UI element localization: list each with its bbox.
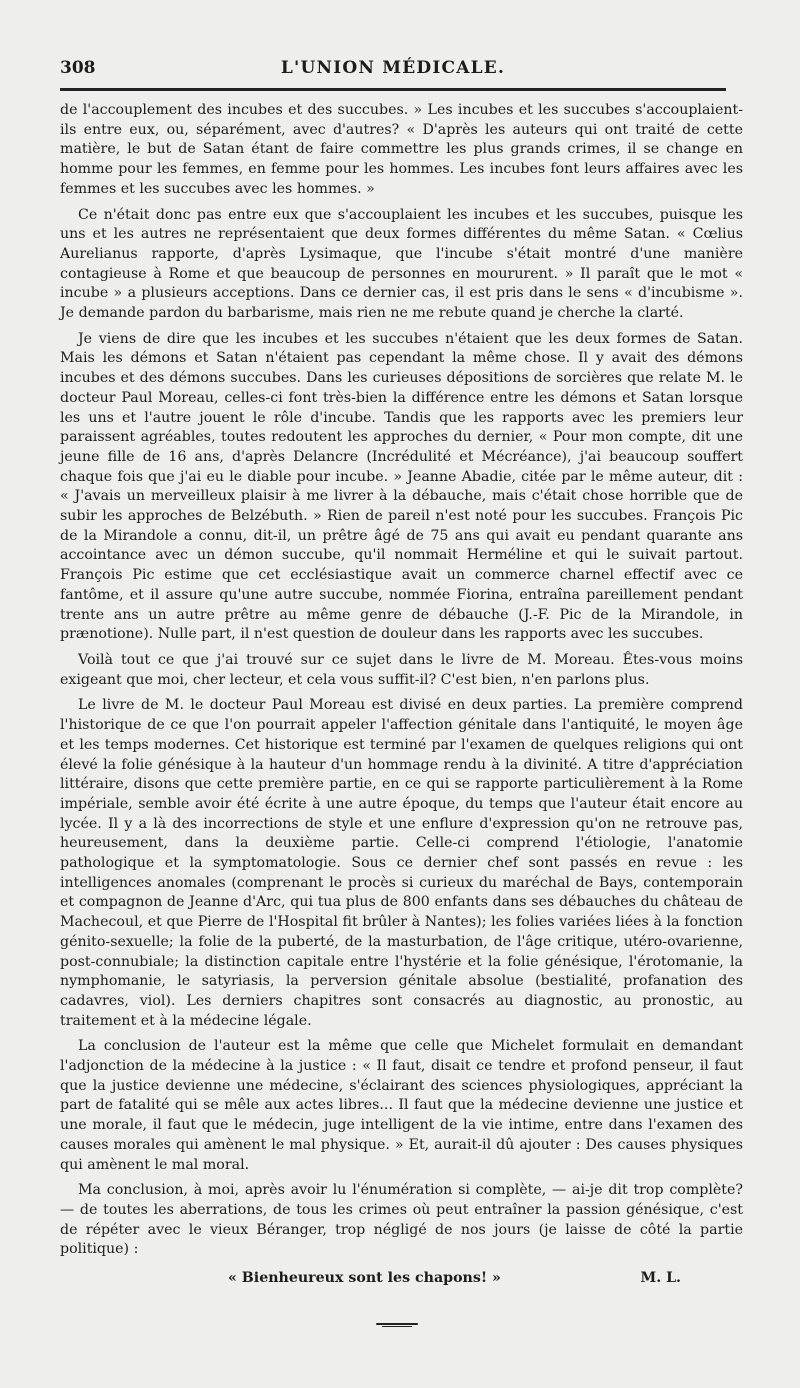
author-signature: M. L.: [640, 1270, 681, 1287]
paragraph-2: Ce n'était donc pas entre eux que s'accouplaient les incubes et les succubes, puisque les uns et les autres ne représentaient que deux formes différentes du même Satan. « Cœlius Aurelianus rapporte, d'après Lysimaque, que l'incube s'était montré d'une manière contagieuse à Rome et que beaucoup de personnes en moururent. » Il paraît que le mot « incube » a plusieurs acceptions. Dans ce dernier cas, il est pris dans le sens « d'incubisme ». Je demande pardon du barbarisme, mais rien ne me rebute quand je cherche la clarté.: [60, 206, 743, 322]
closing-quote: « Bienheureux sont les chapons! »: [228, 1270, 501, 1287]
paragraph-6: La conclusion de l'auteur est la même que celle que Michelet formulait en demandant l'adjonction de la médecine à la justice : « Il faut, disait ce tendre et profond penseur, il faut que la justice devienne une médecine, s'éclairant des sciences physiologiques, appréciant la part de fatalité qui se mêle aux actes libres... Il faut que la médecine devienne une justice et une morale, il faut que le médecin, juge intelligent de la vie intime, entre dans l'examen des causes morales qui amènent le mal physique. » Et, aurait-il dû ajouter : Des causes physiques qui amènent le mal moral.: [60, 1038, 743, 1173]
paragraph-5: Le livre de M. le docteur Paul Moreau est divisé en deux parties. La première comprend l'historique de ce que l'on pourrait appeler l'affection génitale dans l'antiquité, le moyen âge et les temps modernes. Cet historique est terminé par l'examen de quelques religions qui ont élevé la folie génésique à la hauteur d'un hommage rendu à la divinité. A titre d'appréciation littéraire, disons que cette première partie, en ce qui se rapporte particulièrement à la Rome impériale, semble avoir été écrite à une autre époque, du temps que l'auteur était encore au lycée. Il y a là des incorrections de style et une enflure d'expression qu'on ne retrouve pas, heureusement, dans la deuxième partie. Celle-ci comprend l'étiologie, l'anatomie pathologique et la symptomatologie. Sous ce dernier chef sont passés en revue : les intelligences anomales (comprenant le procès si curieux du maréchal de Bays, contemporain et compagnon de Jeanne d'Arc, qui tua plus de 800 enfants dans ses débauches du château de Machecoul, et que Pierre de l'Hospital fit brûler à Nantes); les folies variées liées à la fonction génito-sexuelle; la folie de la puberté, de la masturbation, de l'âge critique, utéro-ovarienne, post-connubiale; la distinction capitale entre l'hystérie et la folie génésique, l'érotomanie, la nymphomanie, le satyriasis, la perversion génitale absolue (bestialité, profanation des cadavres, viol). Les derniers chapitres sont consacrés au diagnostic, au pronostic, au traitement et à la médecine légale.: [60, 697, 743, 1029]
article-body: [60, 101, 743, 1296]
header-rule: [60, 88, 726, 91]
paragraph-3: Je viens de dire que les incubes et les succubes n'étaient que les deux formes de Satan. Mais les démons et Satan n'étaient pas cependant la même chose. Il y avait des démons incubes et des démons succubes. Dans les curieuses dépositions de sorcières que relate M. le docteur Paul Moreau, celles-ci font très-bien la différence entre les démons et Satan lorsque les uns et l'autre jouent le rôle d'incube. Tandis que les rapports avec les premiers leur paraissent agréables, toutes redoutent les approches du dernier, « Pour mon compte, dit une jeune fille de 16 ans, d'après Delancre (Incrédulité et Mécréance), j'ai beaucoup souffert chaque fois que j'ai eu le diable pour incube. » Jeanne Abadie, citée par le même auteur, dit : « J'avais un merveilleux plaisir à me livrer à la débauche, mais c'était chose horrible que de subir les approches de Belzébuth. » Rien de pareil n'est noté pour les succubes. François Pic de la Mirandole a connu, dit-il, un prêtre âgé de 75 ans qui avait eu pendant quarante ans accointance avec un démon succube, qu'il nommait Herméline et qui le suivait partout. François Pic estime que cet ecclésiastique avait un commerce charnel effectif avec ce fantôme, et il assure qu'une autre succube, nommée Fiorina, entraîna pareillement pendant trente ans un autre prêtre au même genre de débauche (J.-F. Pic de la Mirandole, in prænotione). Nulle part, il n'est question de douleur dans les rapports avec les succubes.: [60, 330, 743, 643]
closing-line: [60, 1270, 743, 1296]
tailpiece-ornament: [376, 1323, 418, 1327]
paragraph-4: Voilà tout ce que j'ai trouvé sur ce sujet dans le livre de M. Moreau. Êtes-vous moins exigeant que moi, cher lecteur, et cela vous suffit-il? C'est bien, n'en parlons plus.: [60, 651, 743, 688]
page-header: [60, 58, 726, 84]
paragraph-1: de l'accouplement des incubes et des succubes. » Les incubes et les succubes s'accouplaient-ils entre eux, ou, séparément, avec d'autres? « D'après les auteurs qui ont traité de cette matière, le but de Satan étant de faire commettre les plus grands crimes, il se change en homme pour les femmes, en femme pour les hommes. Les incubes font leurs affaires avec les femmes et les succubes avec les hommes. »: [60, 102, 743, 197]
page-number: 308: [60, 58, 96, 78]
running-title: L'UNION MÉDICALE.: [280, 58, 506, 78]
paragraph-7: Ma conclusion, à moi, après avoir lu l'énumération si complète, — ai-je dit trop complète? — de toutes les aberrations, de tous les crimes où peut entraîner la passion génésique, c'est de répéter avec le vieux Béranger, trop négligé de nos jours (je laisse de côté la partie politique) :: [60, 1182, 743, 1258]
